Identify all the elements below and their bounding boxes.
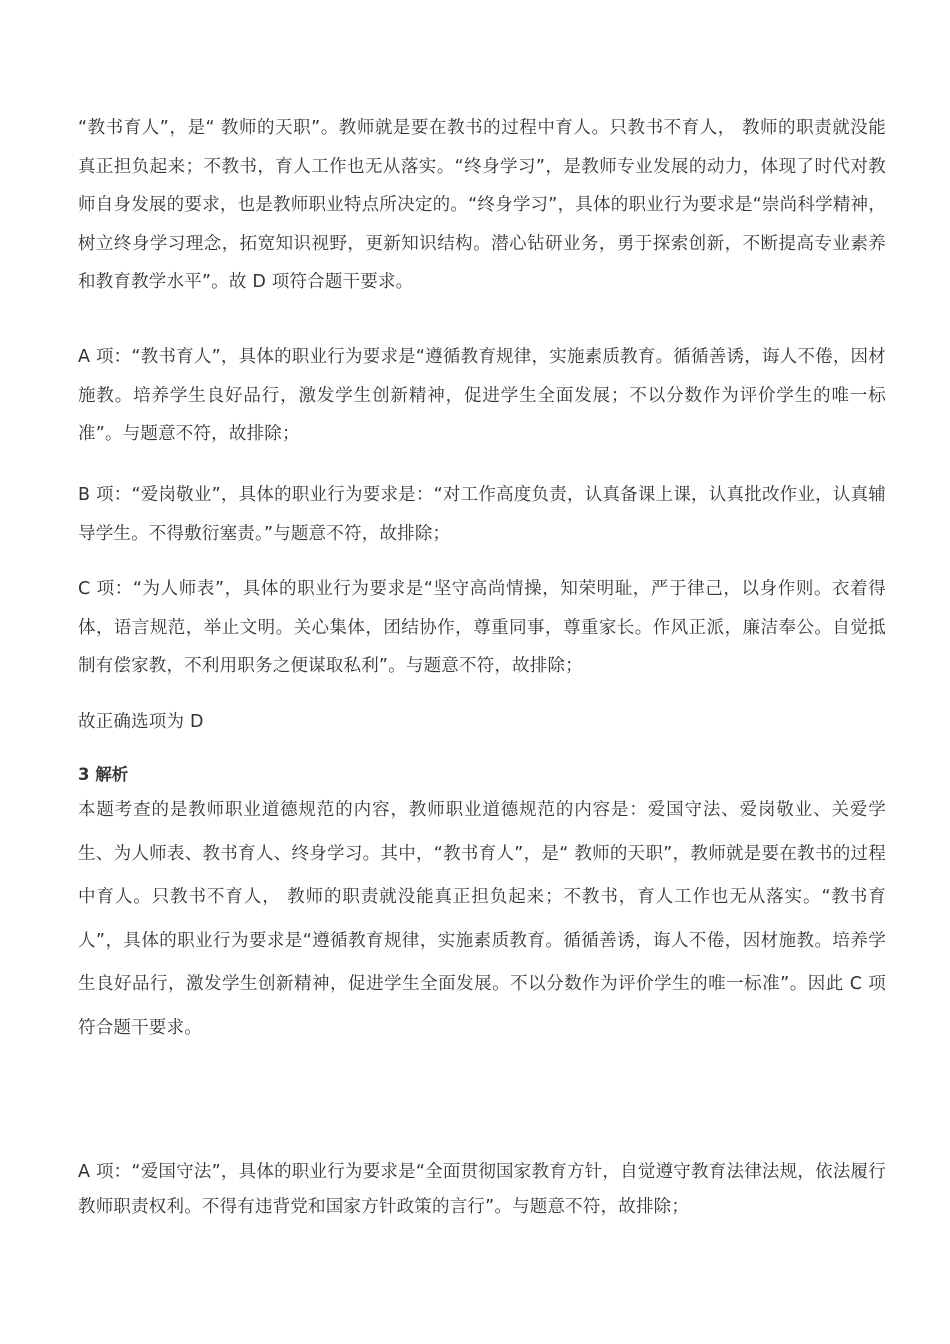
question-3-analysis-paragraph: 本题考查的是教师职业道德规范的内容，教师职业道德规范的内容是：爱国守法、爱岗敬业、关爱学生、为人师表、教书育人、终身学习。其中，“教书育人”，是“ 教师的天职”，教师就是要在教书的过程中育人。只教书不育人， 教师的职责就没能真正担负起来；不教书，育人工作也无从落实。“教书育人”，具体的职业行为要求是“遵循教育规律，实施素质教育。循循善诱，诲人不倦，因材施教。培养学生良好品行，激发学生创新精神，促进学生全面发展。不以分数作为评价学生的唯一标准”。因此 C 项符合题干要求。	[78, 800, 886, 1038]
analysis-paragraph-main: “教书育人”，是“ 教师的天职”。教师就是要在教书的过程中育人。只教书不育人， 教师的职责就没能真正担负起来；不教书，育人工作也无从落实。“终身学习”，是教师专业发展的动力，体现了时代对教师自身发展的要求，也是教师职业特点所决定的。“终身学习”，具体的职业行为要求是“崇尚科学精神，树立终身学习理念，拓宽知识视野，更新知识结构。潜心钻研业务，勇于探索创新，不断提高专业素养和教育教学水平”。故 D 项符合题干要求。	[78, 118, 886, 292]
question-3-option-a-explanation: A 项：“爱国守法”，具体的职业行为要求是“全面贯彻国家教育方针，自觉遵守教育法律法规，依法履行教师职责权利。不得有违背党和国家方针政策的言行”。与题意不符，故排除；	[78, 1162, 886, 1217]
option-c-explanation: C 项：“为人师表”，具体的职业行为要求是“坚守高尚情操，知荣明耻，严于律己，以身作则。衣着得体，语言规范，举止文明。关心集体，团结协作，尊重同事，尊重家长。作风正派，廉洁奉公。自觉抵制有偿家教，不利用职务之便谋取私利”。与题意不符，故排除；	[78, 579, 886, 676]
option-b-explanation: B 项：“爱岗敬业”，具体的职业行为要求是：“对工作高度负责，认真备课上课，认真批改作业，认真辅导学生。不得敷衍塞责。”与题意不符，故排除；	[78, 485, 886, 544]
question-3-analysis-heading: 3 解析	[78, 765, 129, 784]
option-a-explanation: A 项：“教书育人”，具体的职业行为要求是“遵循教育规律，实施素质教育。循循善诱，诲人不倦，因材施教。培养学生良好品行，激发学生创新精神，促进学生全面发展；不以分数作为评价学生的唯一标准”。与题意不符，故排除；	[78, 347, 886, 444]
correct-answer-statement: 故正确选项为 D	[78, 712, 204, 732]
